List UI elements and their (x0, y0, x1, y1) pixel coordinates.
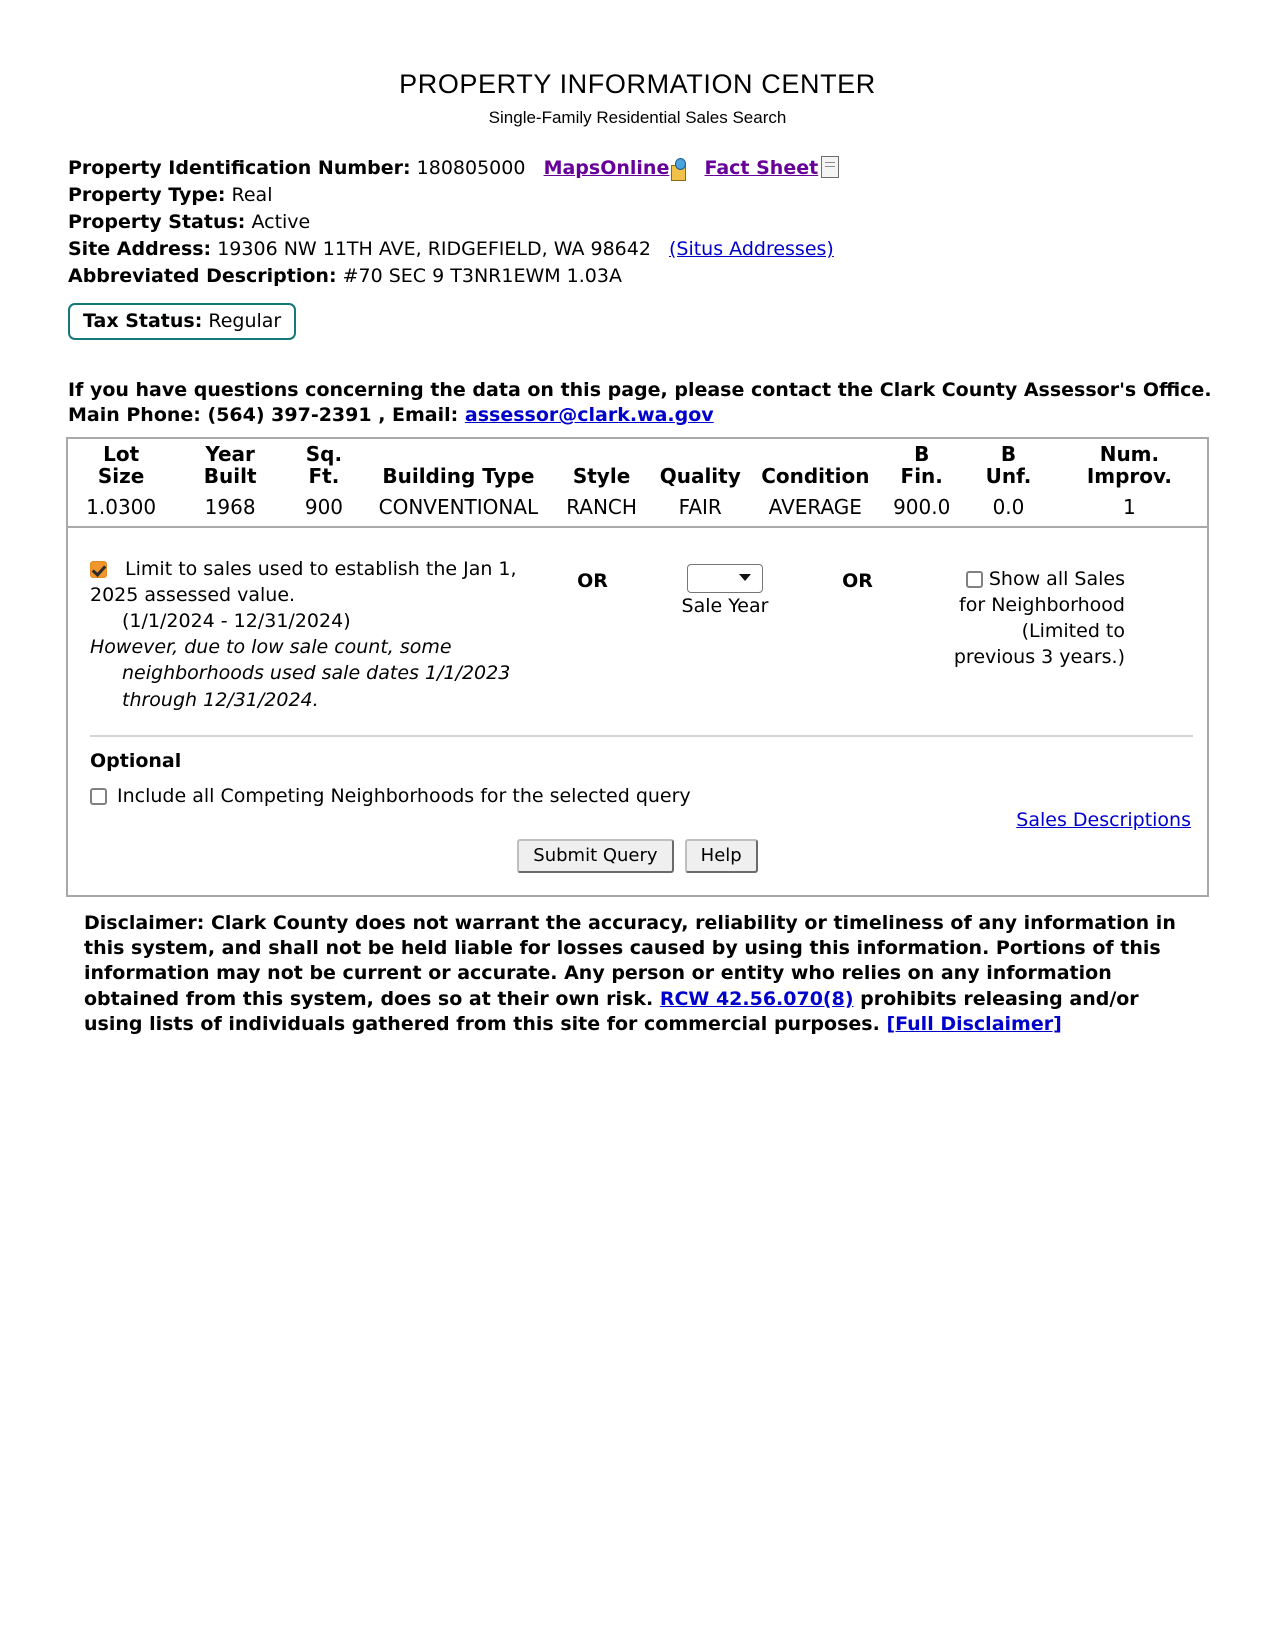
cell-quality: FAIR (678, 494, 722, 519)
show-all-sales-label-l1: Show all Sales (988, 567, 1125, 590)
th-b-fin-l1: B (914, 442, 930, 467)
contact-line-2 (68, 403, 1275, 428)
property-info-block (68, 155, 1275, 290)
disclaimer-block (84, 911, 1195, 1037)
sales-descriptions-link[interactable]: Sales Descriptions (1016, 808, 1191, 831)
th-b-unf-l2: Unf. (985, 463, 1032, 488)
th-num-improv-l1: Num. (1099, 442, 1160, 467)
th-lot-size (68, 439, 174, 491)
abbreviated-description-row (68, 263, 1275, 290)
table-header-row (68, 439, 1207, 491)
th-style: Style (572, 463, 631, 488)
th-b-fin-l2: Fin. (900, 463, 943, 488)
assessor-email-link[interactable]: assessor@clark.wa.gov (464, 404, 714, 427)
property-status-row (68, 209, 1275, 236)
th-b-fin (878, 439, 965, 491)
map-pin-icon (669, 158, 686, 180)
maps-online-link[interactable]: MapsOnline (543, 157, 670, 180)
show-all-sales-option (905, 556, 1125, 671)
page-subtitle: Single-Family Residential Sales Search (488, 107, 787, 127)
tax-status-label: Tax Status: (83, 310, 203, 333)
table-row (68, 492, 1207, 527)
th-condition: Condition (761, 463, 870, 488)
competing-neighborhoods-checkbox[interactable] (90, 788, 107, 805)
help-button[interactable]: Help (685, 839, 758, 873)
or-separator-1: OR (577, 569, 608, 592)
th-sq-ft-l1: Sq. (305, 442, 343, 467)
property-pin-label: Property Identification Number: (68, 157, 411, 180)
cell-condition: AVERAGE (768, 494, 862, 519)
limit-sales-label-l1: Limit to sales used to establish the Jan 1, (125, 557, 517, 580)
sale-year-label: Sale Year (681, 594, 769, 617)
site-address-value: 19306 NW 11TH AVE, RIDGEFIELD, WA 98642 (217, 238, 651, 261)
cell-b-unf: 0.0 (992, 494, 1025, 519)
th-b-unf-l1: B (1000, 442, 1017, 467)
contact-block (68, 378, 1275, 428)
th-lot-size-l1: Lot (103, 442, 140, 467)
th-b-unf (965, 439, 1052, 491)
th-num-improv-l2: Improv. (1086, 463, 1173, 488)
site-address-row (68, 236, 1275, 263)
th-num-improv (1052, 439, 1207, 491)
page-title: PROPERTY INFORMATION CENTER (399, 69, 876, 99)
show-all-sales-label-l4: previous 3 years.) (953, 646, 1125, 669)
property-attributes-table (68, 439, 1207, 527)
limit-sales-checkbox[interactable] (90, 561, 107, 578)
abbreviated-description-label: Abbreviated Description: (68, 265, 337, 288)
limit-sales-date-range: (1/1/2024 - 12/31/2024) (122, 610, 351, 632)
disclaimer-text-part-1: Disclaimer: Clark County does not warrant the accuracy, reliability or timeliness of any information in this system, and shall not be held liable for losses caused by using this information. Portions of this information may not be current or accurate. Any person or entity who relies on any information obtained from this system, does so at their own risk. (84, 911, 1176, 1010)
contact-line-1: If you have questions concerning the data on this page, please contact the Clark County Assessor's Office. (68, 379, 1212, 402)
show-all-sales-label-l3: (Limited to (1021, 620, 1125, 642)
th-quality: Quality (659, 463, 741, 488)
contact-phone-text: Main Phone: (564) 397-2391 , Email: (68, 404, 465, 427)
document-icon (821, 156, 839, 178)
property-type-row (68, 182, 1275, 209)
cell-b-fin: 900.0 (893, 494, 951, 519)
table-body (68, 492, 1207, 527)
optional-section (68, 737, 1207, 837)
th-building-type: Building Type (382, 463, 535, 488)
th-sq-ft (286, 439, 362, 491)
property-pin-value: 180805000 (416, 157, 526, 180)
property-type-label: Property Type: (68, 184, 226, 207)
show-all-sales-checkbox[interactable] (966, 571, 983, 588)
sales-descriptions-row (90, 807, 1193, 831)
cell-sq-ft: 900 (304, 494, 344, 519)
property-status-value: Active (251, 211, 311, 234)
rcw-statute-link[interactable]: RCW 42.56.070(8) (659, 987, 854, 1010)
property-type-value: Real (231, 184, 273, 207)
optional-title: Optional (90, 749, 182, 772)
th-year-built (174, 439, 286, 491)
th-year-built-l1: Year (205, 442, 255, 467)
search-form-box (66, 437, 1209, 897)
competing-neighborhoods-label: Include all Competing Neighborhoods for the selected query (117, 784, 691, 807)
cell-num-improv: 1 (1123, 494, 1136, 519)
abbreviated-description-value: #70 SEC 9 T3NR1EWM 1.03A (342, 265, 622, 288)
cell-year-built: 1968 (204, 494, 256, 519)
query-options-row (68, 528, 1207, 735)
page-header (0, 0, 1275, 127)
limit-sales-label-l2: 2025 assessed value. (90, 583, 296, 606)
property-status-label: Property Status: (68, 211, 246, 234)
situs-addresses-link[interactable]: (Situs Addresses) (668, 238, 834, 261)
form-buttons-row (68, 833, 1207, 895)
limit-sales-note: However, due to low sale count, some neighborhoods used sale dates 1/1/2023 through 12/31/2024. (90, 636, 511, 711)
show-all-sales-label-l2: for Neighborhood (959, 593, 1125, 616)
sale-year-select[interactable] (687, 564, 763, 593)
sale-year-option (640, 556, 810, 617)
table-head (68, 439, 1207, 491)
cell-lot-size: 1.0300 (86, 494, 157, 519)
full-disclaimer-link[interactable]: [Full Disclaimer] (886, 1012, 1062, 1035)
limit-sales-option (90, 556, 545, 713)
th-year-built-l2: Built (203, 463, 257, 488)
tax-status-badge (68, 303, 296, 340)
th-lot-size-l2: Size (97, 463, 145, 488)
cell-style: RANCH (566, 494, 637, 519)
th-sq-ft-l2: Ft. (308, 463, 340, 488)
or-separator-2: OR (842, 569, 873, 592)
property-pin-row (68, 155, 1275, 182)
sale-year-select-shell (687, 564, 763, 593)
competing-neighborhoods-row (90, 785, 1193, 807)
tax-status-value: Regular (208, 310, 282, 333)
disclaimer-text-part-2: prohibits releasing and/or using lists of individuals gathered from this site for commercial purposes. (84, 987, 1139, 1035)
submit-query-button[interactable]: Submit Query (517, 839, 673, 873)
cell-building-type: CONVENTIONAL (378, 494, 539, 519)
fact-sheet-link[interactable]: Fact Sheet (704, 157, 819, 180)
site-address-label: Site Address: (68, 238, 212, 261)
